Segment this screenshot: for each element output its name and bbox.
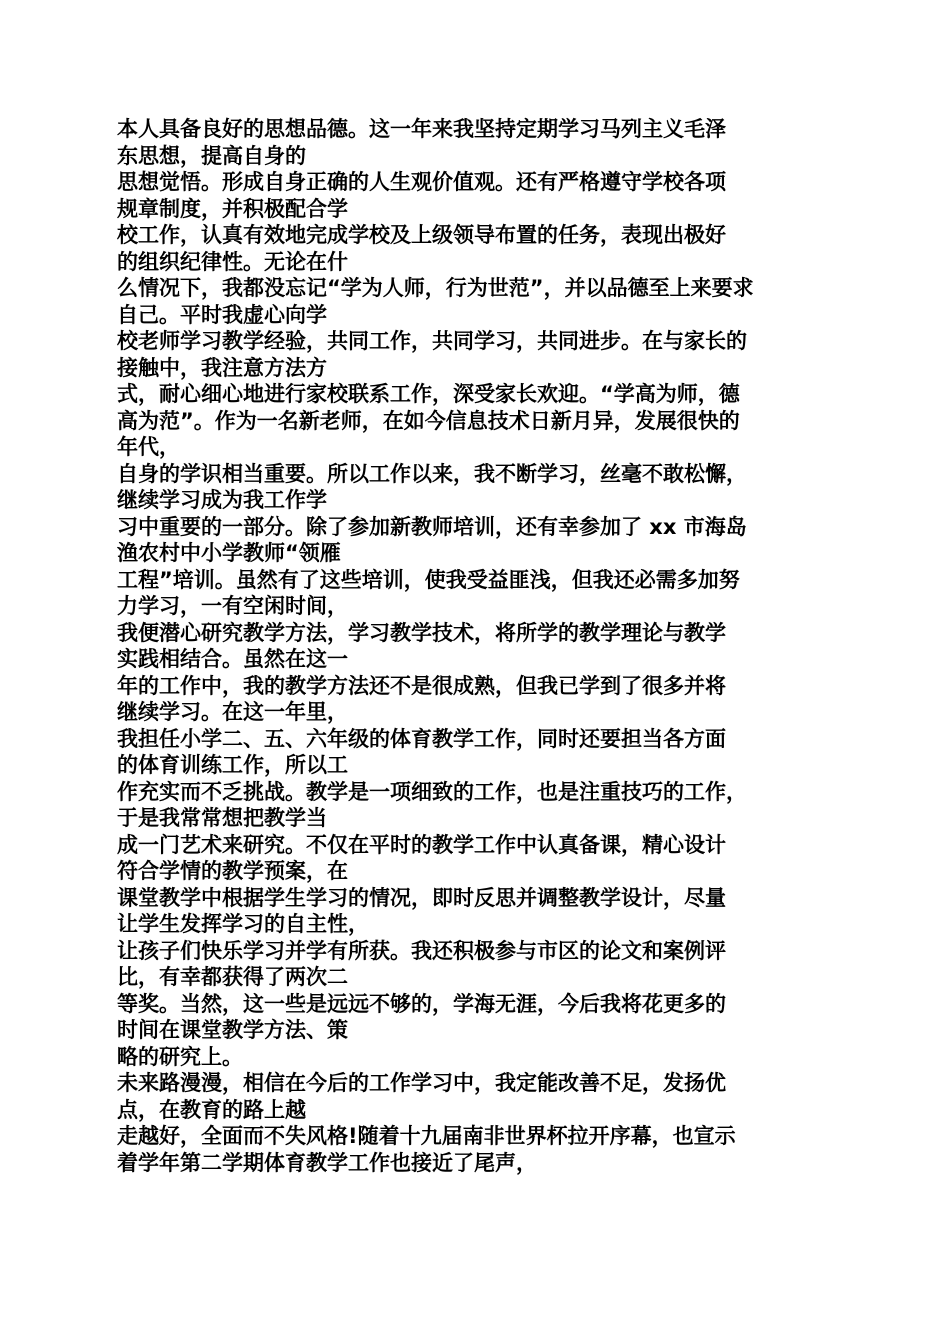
text-line: 着学年第二学期体育教学工作也接近了尾声，	[117, 1150, 537, 1175]
text-line: 走越好，全面而不失风格!随着十九届南非世界杯拉开序幕，也宣示	[117, 1124, 736, 1148]
document-body	[117, 116, 847, 1176]
text-line: 继续学习。在这一年里，	[117, 700, 348, 724]
text-line: 年代，	[117, 435, 180, 459]
text-line: 力学习，一有空闲时间，	[117, 594, 348, 618]
text-line: 校老师学习教学经验，共同工作，共同学习，共同进步。在与家长的	[117, 329, 747, 353]
text-line: 习中重要的一部分。除了参加新教师培训，还有幸参加了 xx 市海岛	[117, 514, 747, 539]
text-line: 接触中，我注意方法方	[117, 355, 327, 380]
text-line: 规章制度，并积极配合学	[117, 196, 348, 221]
text-line: 成一门艺术来研究。不仅在平时的教学工作中认真备课，精心设计	[117, 832, 726, 857]
text-line: 的组织纪律性。无论在什	[117, 249, 348, 274]
text-line: 我担任小学二、五、六年级的体育教学工作，同时还要担当各方面	[117, 726, 726, 751]
text-line: 自身的学识相当重要。所以工作以来，我不断学习，丝毫不敢松懈，	[117, 461, 747, 486]
text-line: 式，耐心细心地进行家校联系工作，深受家长欢迎。“学高为师，德	[117, 382, 740, 406]
text-line: 校工作，认真有效地完成学校及上级领导布置的任务，表现出极好	[117, 223, 726, 247]
text-line: 时间在课堂教学方法、策	[117, 1018, 348, 1042]
text-line: 继续学习成为我工作学	[117, 488, 327, 512]
text-line: 略的研究上。	[117, 1044, 243, 1069]
text-line: 年的工作中，我的教学方法还不是很成熟，但我已学到了很多并将	[117, 673, 726, 698]
text-line: 工程”培训。虽然有了这些培训，使我受益匪浅，但我还必需多加努	[117, 567, 740, 592]
text-line: 的体育训练工作，所以工	[117, 753, 348, 777]
text-line: 自己。平时我虚心向学	[117, 302, 327, 327]
text-line: 符合学情的教学预案，在	[117, 859, 348, 883]
text-line: 渔农村中小学教师“领雁	[117, 541, 341, 565]
text-line: 未来路漫漫，相信在今后的工作学习中，我定能改善不足，发扬优	[117, 1071, 726, 1095]
text-line: 点，在教育的路上越	[117, 1097, 306, 1122]
text-line: 实践相结合。虽然在这一	[117, 647, 348, 671]
text-line: 让孩子们快乐学习并学有所获。我还积极参与市区的论文和案例评	[117, 938, 726, 963]
text-line: 比，有幸都获得了两次二	[117, 965, 348, 989]
text-line: 课堂教学中根据学生学习的情况，即时反思并调整教学设计，尽量	[117, 885, 726, 910]
text-line: 思想觉悟。形成自身正确的人生观价值观。还有严格遵守学校各项	[117, 170, 726, 194]
text-line: 东思想，提高自身的	[117, 143, 306, 168]
text-line: 作充实而不乏挑战。教学是一项细致的工作，也是注重技巧的工作，	[117, 779, 747, 804]
text-line: 高为范”。作为一名新老师，在如今信息技术日新月异，发展很快的	[117, 408, 740, 433]
text-line: 让学生发挥学习的自主性，	[117, 912, 369, 936]
text-line: 等奖。当然，这一些是远远不够的，学海无涯，今后我将花更多的	[117, 991, 726, 1016]
text-line: 本人具备良好的思想品德。这一年来我坚持定期学习马列主义毛泽	[117, 117, 726, 141]
text-line: 我便潜心研究教学方法，学习教学技术，将所学的教学理论与教学	[117, 620, 726, 645]
text-line: 么情况下，我都没忘记“学为人师，行为世范”，并以品德至上来要求	[117, 276, 754, 300]
text-line: 于是我常常想把教学当	[117, 806, 327, 830]
